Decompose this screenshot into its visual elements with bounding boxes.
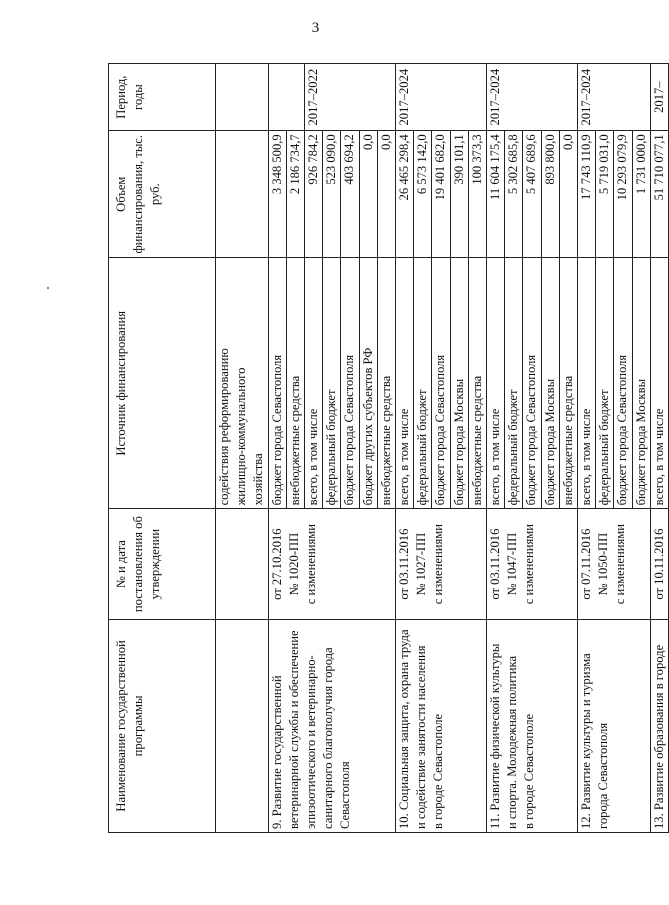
program-resolution-line: № 1047-ПП <box>505 532 520 596</box>
funding-amount-cell: 5 719 031,0 <box>596 131 614 258</box>
period-cell: 2017–2024 <box>578 64 651 131</box>
program-resolution-cell <box>396 509 487 619</box>
program-resolution-cell <box>487 509 578 619</box>
funding-source-cell: бюджет города Севастополя <box>523 258 541 509</box>
program-name-line: города Севастополя <box>596 722 611 829</box>
funding-source-cell: бюджет города Севастополя <box>268 258 286 509</box>
program-name-cell <box>650 619 668 832</box>
program-resolution-line: № 1020-ПП <box>286 532 301 596</box>
program-name-cell <box>578 619 651 832</box>
funding-source-cell: бюджет города Москвы <box>541 258 559 509</box>
program-name-line: 10. Социальная защита, охрана труда <box>397 629 412 829</box>
continuation-name-cell <box>216 619 269 832</box>
header-funding-volume: Объем финансирования, тыс. руб. <box>109 131 216 258</box>
funding-amount-cell: 100 373,3 <box>468 131 486 258</box>
funding-source-cell: внебюджетные средства <box>468 258 486 509</box>
period-cell: 2017–2024 <box>396 64 487 131</box>
funding-source-cell: внебюджетные средства <box>286 258 304 509</box>
programs-table <box>108 63 669 833</box>
program-resolution-line: от 03.11.2016 <box>488 528 503 600</box>
funding-source-cell: всего, в том числе <box>578 258 596 509</box>
program-name-line: 13. Развитие образования в городе <box>651 644 666 829</box>
funding-amount-cell: 6 573 142,0 <box>414 131 432 258</box>
program-name-line: 12. Развитие культуры и туризма <box>579 653 594 829</box>
program-name-line: в городе Севастополе <box>431 713 446 829</box>
funding-source-cell: федеральный бюджет <box>505 258 523 509</box>
program-resolution-line: с изменениями <box>613 524 628 605</box>
funding-amount-cell: 51 710 077,1 <box>650 131 668 258</box>
program-resolution-line: с изменениями <box>304 524 319 605</box>
period-cell-empty <box>268 64 304 131</box>
funding-source-cell: федеральный бюджет <box>323 258 341 509</box>
program-resolution-line: от 10.11.2016 <box>651 528 666 600</box>
program-name-line: санитарного благополучия города <box>321 647 336 829</box>
period-cell: 2017– <box>650 64 668 131</box>
funding-amount-cell: 523 090,0 <box>323 131 341 258</box>
funding-source-cell: внебюджетные средства <box>377 258 395 509</box>
program-resolution-cell <box>578 509 651 619</box>
funding-source-cell: бюджет других субъектов РФ <box>359 258 377 509</box>
funding-amount-cell: 3 348 500,9 <box>268 131 286 258</box>
funding-source-cell: федеральный бюджет <box>596 258 614 509</box>
funding-source-cell: бюджет города Севастополя <box>614 258 632 509</box>
program-row <box>487 64 505 833</box>
program-name-line: эпизоотического и ветеринарно- <box>304 655 319 829</box>
header-resolution: № и дата постановления об утверждении <box>109 509 216 619</box>
funding-amount-cell: 11 604 175,4 <box>487 131 505 258</box>
funding-amount-cell: 390 101,1 <box>450 131 468 258</box>
program-name-line: 9. Развитие государственной <box>269 675 284 829</box>
funding-amount-cell: 403 694,2 <box>341 131 359 258</box>
continuation-row <box>216 64 269 833</box>
table-container <box>108 63 666 833</box>
table-body <box>216 64 669 833</box>
program-name-line: и спорта. Молодежная политика <box>505 655 520 829</box>
header-row <box>109 64 216 833</box>
program-resolution-cell <box>268 509 395 619</box>
continuation-source-line: содействия реформированию <box>217 348 231 506</box>
funding-source-cell: бюджет города Севастополя <box>432 258 450 509</box>
header-program-name: Наименование государственной программы <box>109 619 216 832</box>
funding-source-cell: бюджет города Москвы <box>632 258 650 509</box>
program-resolution-line: от 03.11.2016 <box>397 528 412 600</box>
header-funding-source: Источник финансирования <box>109 258 216 509</box>
program-resolution-line: от 27.10.2016 <box>269 528 284 600</box>
program-resolution-cell <box>650 509 668 619</box>
program-resolution-line: с изменениями <box>431 524 446 605</box>
period-cell: 2017–2022 <box>305 64 396 131</box>
funding-amount-cell: 5 302 685,8 <box>505 131 523 258</box>
funding-source-cell: всего, в том числе <box>650 258 668 509</box>
program-name-line: ветеринарной службы и обеспечение <box>286 630 301 829</box>
funding-amount-cell: 17 743 110,9 <box>578 131 596 258</box>
funding-source-cell: внебюджетные средства <box>559 258 577 509</box>
funding-amount-cell: 26 465 298,4 <box>396 131 414 258</box>
funding-amount-cell: 5 407 689,6 <box>523 131 541 258</box>
page-number: 3 <box>311 20 320 36</box>
funding-amount-cell: 926 784,2 <box>305 131 323 258</box>
header-period: Период, годы <box>109 64 216 131</box>
scan-speck <box>47 287 49 289</box>
program-name-line: в городе Севастополе <box>522 713 537 829</box>
program-name-line: Севастополя <box>338 761 353 829</box>
program-name-cell <box>487 619 578 832</box>
funding-amount-cell: 10 293 079,9 <box>614 131 632 258</box>
program-row <box>396 64 414 833</box>
program-row <box>268 64 286 833</box>
funding-amount-cell: 1 731 000,0 <box>632 131 650 258</box>
program-resolution-line: № 1027-ПП <box>414 532 429 596</box>
funding-source-cell: всего, в том числе <box>305 258 323 509</box>
program-resolution-line: № 1050-ПП <box>596 532 611 596</box>
program-resolution-line: с изменениями <box>522 524 537 605</box>
funding-amount-cell: 2 186 734,7 <box>286 131 304 258</box>
funding-amount-cell: 893 800,0 <box>541 131 559 258</box>
program-row <box>578 64 596 833</box>
funding-amount-cell: 0,0 <box>377 131 395 258</box>
continuation-doc-cell <box>216 509 269 619</box>
funding-amount-cell: 19 401 682,0 <box>432 131 450 258</box>
program-name-line: 11. Развитие физической культуры <box>488 643 503 829</box>
funding-source-cell: всего, в том числе <box>396 258 414 509</box>
program-row <box>650 64 668 833</box>
funding-amount-cell: 0,0 <box>559 131 577 258</box>
funding-source-cell: бюджет города Москвы <box>450 258 468 509</box>
continuation-source-line: жилищно-коммунального <box>234 367 249 506</box>
rotated-table-frame <box>108 63 666 833</box>
funding-source-cell: бюджет города Севастополя <box>341 258 359 509</box>
funding-amount-cell: 0,0 <box>359 131 377 258</box>
continuation-source-line: хозяйства <box>251 453 266 506</box>
program-resolution-line: от 07.11.2016 <box>579 528 594 600</box>
period-cell: 2017–2024 <box>487 64 578 131</box>
program-name-cell <box>268 619 395 832</box>
continuation-period-cell <box>216 64 269 131</box>
program-name-line: и содействие занятости населения <box>414 645 429 829</box>
funding-source-cell: всего, в том числе <box>487 258 505 509</box>
funding-source-cell: федеральный бюджет <box>414 258 432 509</box>
continuation-source-cell <box>216 258 269 509</box>
continuation-amount-cell <box>216 131 269 258</box>
program-name-cell <box>396 619 487 832</box>
